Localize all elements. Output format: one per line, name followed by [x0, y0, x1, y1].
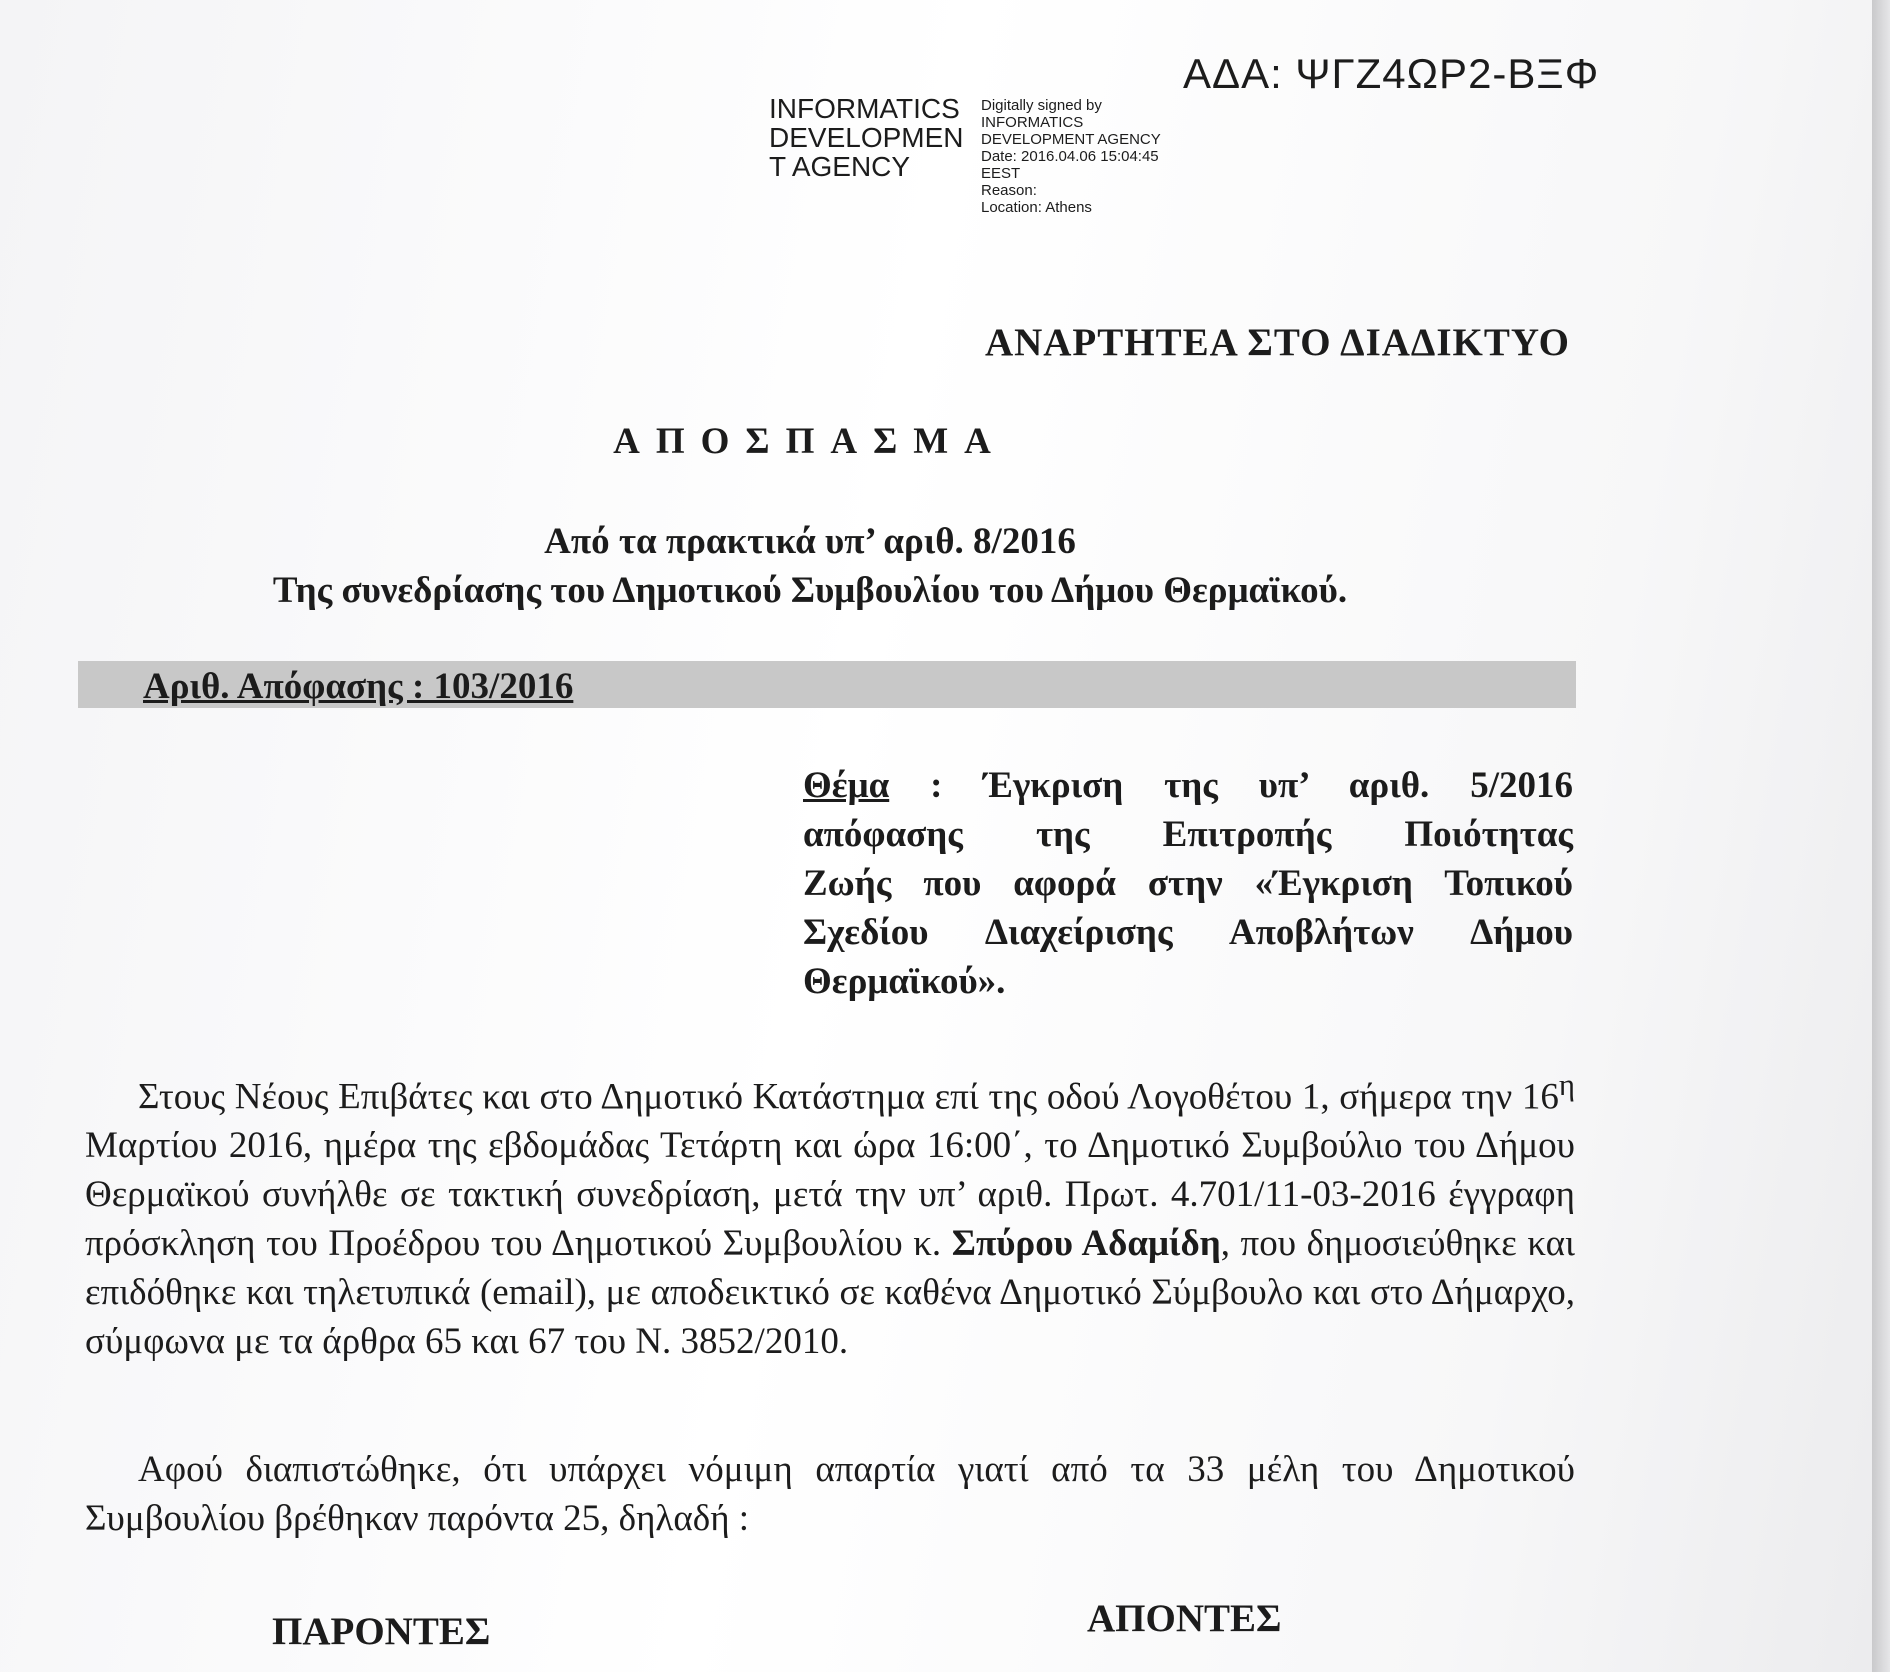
absent-heading: ΑΠΟΝΤΕΣ	[1087, 1597, 1282, 1640]
subject-line: απόφασης της Επιτροπής Ποιότητας	[803, 814, 1573, 855]
minutes-line: Της συνεδρίασης του Δημοτικού Συμβουλίου του Δήμου Θερμαϊκού.	[272, 570, 1348, 611]
present-heading: ΠΑΡΟΝΤΕΣ	[272, 1610, 491, 1653]
signature-detail-line: EEST	[981, 165, 1021, 182]
meeting-text-start: Στους Νέους Επιβάτες και στο Δημοτικό Κατάστημα επί της οδού Λογοθέτου 1, σήμερα την 16	[138, 1076, 1559, 1118]
subject-line: Ζωής που αφορά στην «Έγκριση Τοπικού	[803, 863, 1573, 904]
subject-line: Σχεδίου Διαχείρισης Αποβλήτων Δήμου	[803, 912, 1573, 953]
signature-name-line: DEVELOPMEN	[769, 122, 964, 153]
subject-line-text: : Έγκριση της υπ’ αριθ. 5/2016	[889, 765, 1573, 806]
quorum-paragraph	[85, 1445, 1575, 1543]
signature-detail-line: Date: 2016.04.06 15:04:45	[981, 148, 1159, 165]
signature-detail-line: Digitally signed by	[981, 97, 1102, 114]
meeting-text-end: , που δημοσιεύθηκε και επιδόθηκε και τηλετυπικά (email), με αποδεικτικό σε καθένα Δημοτικό Σύμβουλο και στο Δήμαρχο, σύμφωνα με τα άρθρα 65 και 67 του Ν. 3852/2010.	[85, 1223, 1575, 1363]
meeting-text-middle: Μαρτίου 2016, ημέρα της εβδομάδας Τετάρτη και ώρα 16:00΄, το Δημοτικό Συμβούλιο του Δήμου Θερμαϊκού συνήλθε σε τακτική συνεδρίαση, μετά την υπ’ αριθ. Πρωτ. 4.701/11-03-2016 έγγραφη πρόσκληση του Προέδρου του Δημοτικού Συμβουλίου κ.	[85, 1125, 1575, 1265]
subject-block	[803, 761, 1573, 1006]
signature-details	[981, 97, 1161, 216]
document-title: ΑΠΟΣΠΑΣΜΑ	[613, 421, 1007, 462]
subject-label: Θέμα	[803, 765, 890, 806]
page-edge	[1872, 0, 1890, 1672]
president-name: Σπύρου Αδαμίδη	[951, 1223, 1221, 1265]
minutes-reference	[0, 517, 1620, 615]
minutes-line: Από τα πρακτικά υπ’ αριθ. 8/2016	[544, 521, 1076, 562]
signature-detail-line: INFORMATICS	[981, 114, 1084, 131]
ordinal-suffix: η	[1558, 1068, 1575, 1102]
signature-detail-line: DEVELOPMENT AGENCY	[981, 131, 1161, 148]
publication-stamp: ΑΝΑΡΤΗΤΕΑ ΣΤΟ ΔΙΑΔΙΚΤΥΟ	[984, 321, 1570, 364]
ada-code: ΑΔΑ: ΨΓΖ4ΩΡ2-ΒΞΦ	[1183, 50, 1600, 97]
signature-name	[769, 94, 964, 181]
decision-number: Αριθ. Απόφασης : 103/2016	[143, 666, 574, 707]
quorum-text: Αφού διαπιστώθηκε, ότι υπάρχει νόμιμη απαρτία γιατί από τα 33 μέλη του Δημοτικού Συμβουλίου βρέθηκαν παρόντα 25, δηλαδή :	[85, 1449, 1575, 1539]
subject-line-last: Θερμαϊκού».	[803, 961, 1006, 1002]
signature-name-line: INFORMATICS	[769, 93, 960, 124]
subject-line	[803, 761, 1573, 810]
signature-detail-line: Reason:	[981, 182, 1037, 199]
signature-detail-line: Location: Athens	[981, 199, 1092, 216]
signature-name-line: T AGENCY	[769, 151, 911, 182]
meeting-paragraph	[85, 1061, 1575, 1366]
